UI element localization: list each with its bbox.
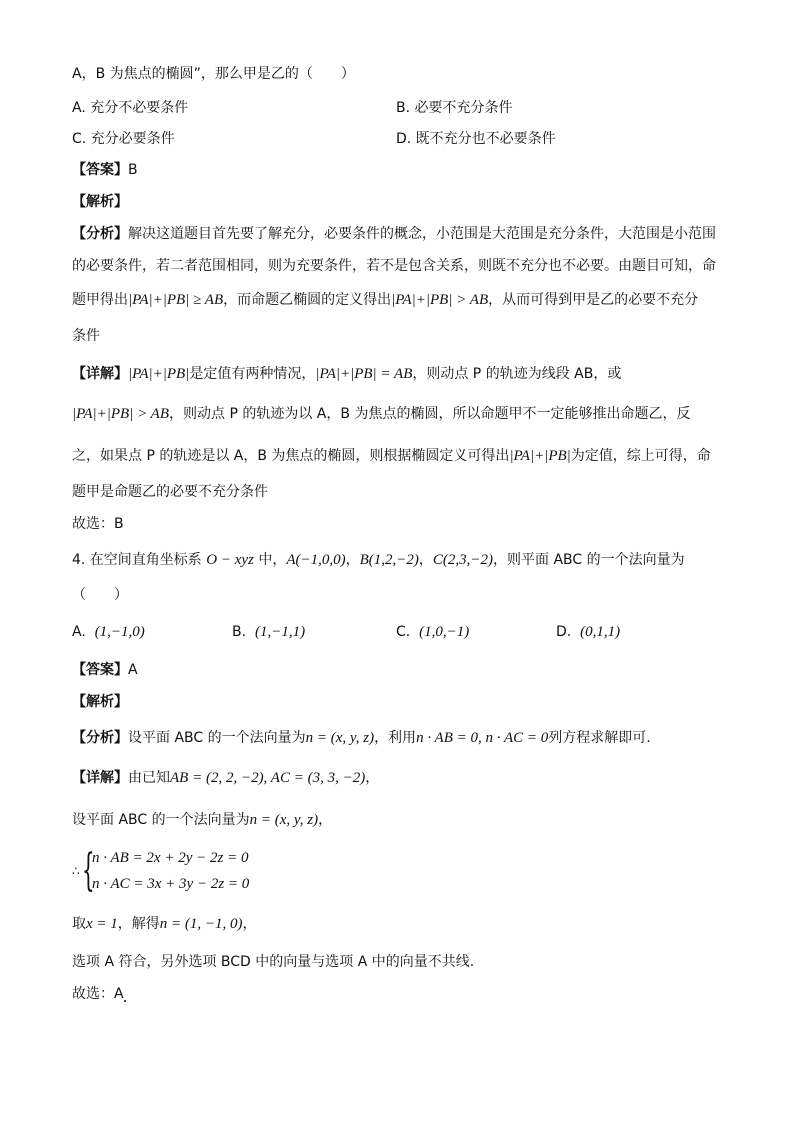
formula: x = 1 xyxy=(86,916,118,932)
q3-option-b: B. 必要不充分条件 xyxy=(396,100,513,116)
text: 中， xyxy=(253,552,287,568)
formula: n · AB = 0, n · AC = 0 xyxy=(416,730,549,746)
formula: O − xyz xyxy=(206,552,254,568)
text: 题甲得出 xyxy=(72,292,128,308)
q4-fenxi-line xyxy=(72,728,651,748)
formula: |PA|+|PB| > AB xyxy=(72,406,170,422)
q4-stem-line-1 xyxy=(72,550,685,570)
fenxi-text: 解决这道题目首先要了解充分，必要条件的概念，小范围是大范围是充分条件，大范围是小范围 xyxy=(128,226,716,242)
option-value: (1,0,−1) xyxy=(419,624,470,640)
option-value: (1,−1,1) xyxy=(254,624,306,640)
q3-option-c: C. 充分必要条件 xyxy=(72,131,175,147)
q4-xiangjie-line-3 xyxy=(72,914,257,934)
q3-stem-tail: A，B 为焦点的椭圆”，那么甲是乙的（ ） xyxy=(72,66,355,82)
q4-answer-line xyxy=(72,660,138,680)
option-value: (1,−1,0) xyxy=(94,624,145,640)
text: 设平面 ABC 的一个法向量为 xyxy=(128,730,306,746)
text: 之，如果点 P 的轨迹是以 A，B 为焦点的椭圆，则根据椭圆定义可得出 xyxy=(72,448,510,464)
q3-analysis-label xyxy=(72,192,128,212)
left-brace: { xyxy=(82,845,95,896)
text: 取 xyxy=(72,916,86,932)
q3-fenxi-line-3 xyxy=(72,290,698,310)
answer-label: 【答案】 xyxy=(72,662,128,678)
q4-stem-paren: （ ） xyxy=(72,587,128,603)
answer-value: B xyxy=(128,162,138,178)
text: ， xyxy=(345,552,360,568)
formula: n = (x, y, z) xyxy=(249,812,319,828)
q4-option-c xyxy=(396,622,469,642)
text: ， xyxy=(318,812,333,828)
option-label: B. xyxy=(232,624,247,640)
q4-xiangjie-line-1 xyxy=(72,768,379,788)
xiangjie-label: 【详解】 xyxy=(72,770,128,786)
formula: n = (x, y, z) xyxy=(305,730,375,746)
therefore-symbol: ∴ xyxy=(72,864,80,878)
text: ，则平面 ABC 的一个法向量为 xyxy=(493,552,685,568)
fenxi-label: 【分析】 xyxy=(72,226,128,242)
text: ， xyxy=(365,770,380,786)
formula: |PA|+|PB| xyxy=(128,366,190,382)
formula: |PA|+|PB| ≥ AB xyxy=(128,292,224,308)
q3-xiangjie-line-1 xyxy=(72,364,621,384)
formula: AB = (2, 2, −2), AC = (3, 3, −2) xyxy=(170,770,366,786)
formula: n = (1, −1, 0) xyxy=(159,916,243,932)
formula: |PA|+|PB| > AB xyxy=(391,292,489,308)
q3-guxuan: 故选：B xyxy=(72,516,124,532)
text: 列方程求解即可. xyxy=(548,730,651,746)
option-label: C. xyxy=(396,624,411,640)
text: 为定值，综上可得，命 xyxy=(570,448,711,464)
formula: A(−1,0,0) xyxy=(286,552,346,568)
text: ，则动点 P 的轨迹为线段 AB，或 xyxy=(412,366,622,382)
text: 4. 在空间直角坐标系 xyxy=(72,552,207,568)
text: ，则动点 P 的轨迹为以 A，B 为焦点的椭圆，所以命题甲不一定能够推出命题乙，反 xyxy=(169,406,691,422)
answer-value: A xyxy=(128,662,138,678)
stray-dot xyxy=(124,1000,126,1002)
text: ， xyxy=(242,916,257,932)
analysis-label: 【解析】 xyxy=(72,694,128,710)
equation-2: n · AC = 3x + 3y − 2z = 0 xyxy=(92,876,250,892)
q4-analysis-label xyxy=(72,692,128,712)
q4-xiangjie-line-2 xyxy=(72,810,332,830)
q4-option-d xyxy=(556,622,620,642)
q4-option-a xyxy=(72,622,145,642)
text: ， xyxy=(418,552,433,568)
q4-option-b xyxy=(232,622,305,642)
text: 由已知 xyxy=(128,770,170,786)
option-value: (0,1,1) xyxy=(580,624,621,640)
q3-fenxi-line-1 xyxy=(72,224,716,244)
xiangjie-label: 【详解】 xyxy=(72,366,128,382)
text: 设平面 ABC 的一个法向量为 xyxy=(72,812,250,828)
equation-system xyxy=(72,846,372,898)
option-label: A. xyxy=(72,624,86,640)
formula: |PA|+|PB| xyxy=(509,448,571,464)
analysis-label: 【解析】 xyxy=(72,194,128,210)
formula: |PA|+|PB| = AB xyxy=(315,366,413,382)
fenxi-label: 【分析】 xyxy=(72,730,128,746)
formula: B(1,2,−2) xyxy=(359,552,419,568)
q3-answer-line xyxy=(72,160,138,180)
text: ，而命题乙椭圆的定义得出 xyxy=(223,292,392,308)
answer-label: 【答案】 xyxy=(72,162,128,178)
text: ，解得 xyxy=(117,916,160,932)
q4-xiangjie-line-4: 选项 A 符合，另外选项 BCD 中的向量与选项 A 中的向量不共线. xyxy=(72,954,475,970)
q4-guxuan: 故选：A xyxy=(72,986,124,1002)
text: 是定值有两种情况， xyxy=(189,366,316,382)
option-label: D. xyxy=(556,624,572,640)
q3-fenxi-line-2: 的必要条件，若二者范围相同，则为充要条件，若不是包含关系，则既不充分也不必要。由题目可知，命 xyxy=(72,258,716,274)
q3-xiangjie-line-4: 题甲是命题乙的必要不充分条件 xyxy=(72,484,268,500)
formula: C(2,3,−2) xyxy=(432,552,494,568)
text: ，利用 xyxy=(374,730,417,746)
text: ，从而可得到甲是乙的必要不充分 xyxy=(488,292,699,308)
q3-option-a: A. 充分不必要条件 xyxy=(72,100,189,116)
q3-fenxi-line-4: 条件 xyxy=(72,328,100,344)
q3-xiangjie-line-3 xyxy=(72,446,711,466)
q3-option-d: D. 既不充分也不必要条件 xyxy=(396,131,556,147)
q3-xiangjie-line-2 xyxy=(72,404,690,424)
equation-1: n · AB = 2x + 2y − 2z = 0 xyxy=(92,850,249,866)
